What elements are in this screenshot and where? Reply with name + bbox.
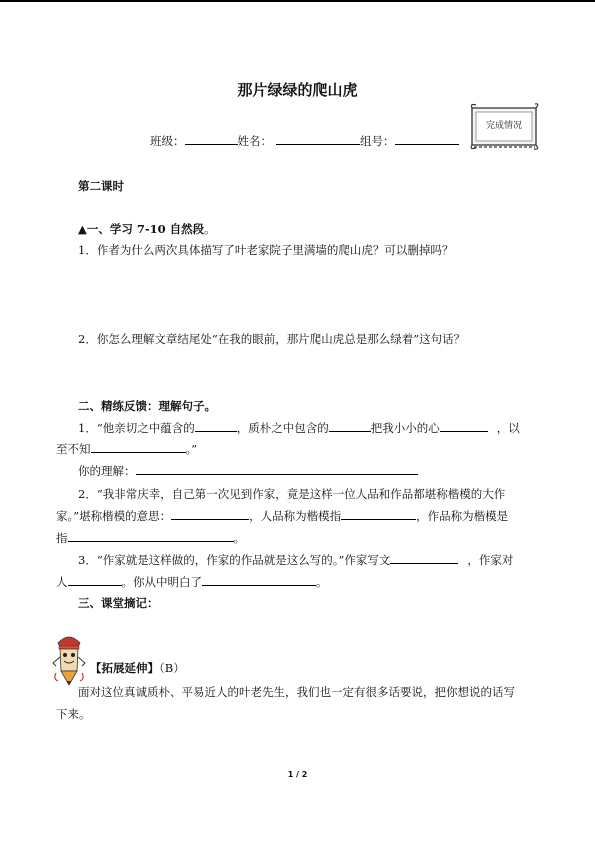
item-2-text-e: 指: [56, 531, 68, 545]
blank-10[interactable]: [202, 574, 316, 586]
pencil-mascot-icon: [50, 633, 88, 689]
item-2-line-2: [56, 508, 508, 523]
section1-heading-end: 。: [204, 222, 216, 236]
extension-line-1: 面对这位真诚质朴、平易近人的叶老先生，我们也一定有很多话要说，把你想说的话写: [78, 685, 515, 699]
blank-7[interactable]: [68, 530, 234, 542]
item-3-text-e: 。: [316, 575, 328, 589]
understanding-field[interactable]: [136, 463, 418, 475]
item-1-text-a: 1．“他亲切之中蕴含的: [78, 421, 195, 435]
blank-4[interactable]: [91, 441, 186, 453]
completion-stamp-icon: [469, 103, 541, 150]
blank-6[interactable]: [341, 508, 416, 520]
item-2-line-3: [56, 530, 245, 545]
understanding-line: [78, 463, 418, 478]
group-field[interactable]: [395, 133, 459, 145]
item-3-text-d: 。你从中明白了: [121, 575, 202, 589]
item-1-text-d: ，以: [496, 421, 520, 435]
class-field[interactable]: [185, 133, 238, 145]
section1-heading-bold: 7-10: [136, 222, 166, 236]
item-2-text-f: 。: [233, 531, 245, 545]
extension-line-2: 下来。: [56, 707, 91, 721]
name-field[interactable]: [276, 133, 360, 145]
question-2: 2．你怎么理解文章结尾处“在我的眼前，那片爬山虎总是那么绿着”这句话？: [78, 332, 466, 346]
blank-9[interactable]: [68, 574, 122, 586]
item-1-text-e: 至不知: [56, 442, 91, 456]
understanding-label: 你的理解：: [78, 464, 136, 478]
group-label: 组号：: [360, 134, 395, 148]
section3-heading: 三、课堂摘记：: [78, 596, 159, 610]
section1-heading-mid: 自然段: [165, 222, 205, 236]
section1-heading: [78, 222, 216, 236]
top-border: [0, 0, 595, 2]
blank-1[interactable]: [195, 420, 237, 432]
page-number: 1 / 2: [287, 770, 308, 779]
name-label: 姓名：: [237, 134, 272, 148]
extension-heading-text: 【拓展延伸】: [90, 661, 159, 675]
extension-level: （B）: [159, 661, 185, 675]
blank-8[interactable]: [390, 552, 458, 564]
item-3-text-b: ，作家对: [467, 553, 514, 567]
student-info-line: [150, 133, 459, 148]
blank-3[interactable]: [440, 420, 488, 432]
question-1: 1．作者为什么两次具体描写了叶老家院子里满墙的爬山虎？可以删掉吗？: [78, 243, 454, 257]
extension-heading: [90, 661, 185, 675]
class-label: 班级：: [150, 134, 185, 148]
item-1-line-2: [56, 441, 197, 456]
item-2-line-1: 2．“我非常庆幸，自己第一次见到作家，竟是这样一位人品和作品都堪称楷模的大作: [78, 487, 506, 501]
item-3-line-2: [56, 574, 328, 589]
item-2-text-d: ，作品称为楷模是: [416, 509, 509, 523]
item-1-text-f: 。”: [185, 442, 198, 456]
item-1-text-b: ，质朴之中包含的: [236, 421, 329, 435]
item-2-text-b: 家。”堪称楷模的意思：: [56, 509, 172, 523]
blank-5[interactable]: [171, 508, 249, 520]
stamp-text: 完成情况: [485, 121, 523, 131]
section1-heading-prefix: ▲一、学习: [78, 222, 137, 236]
item-1-line-1: [78, 420, 520, 435]
item-3-text-c: 人: [56, 575, 68, 589]
section2-heading: 二、精练反馈：理解句子。: [78, 399, 216, 413]
blank-2[interactable]: [329, 420, 371, 432]
item-2-text-c: ，人品称为楷模指: [249, 509, 342, 523]
lesson-label: 第二课时: [78, 179, 124, 193]
page-title: 那片绿绿的爬山虎: [237, 81, 358, 99]
item-3-line-1: [78, 552, 513, 567]
item-1-text-c: 把我小小的心: [370, 421, 440, 435]
item-3-text-a: 3．“作家就是这样做的，作家的作品就是这么写的。”作家写文: [78, 553, 391, 567]
